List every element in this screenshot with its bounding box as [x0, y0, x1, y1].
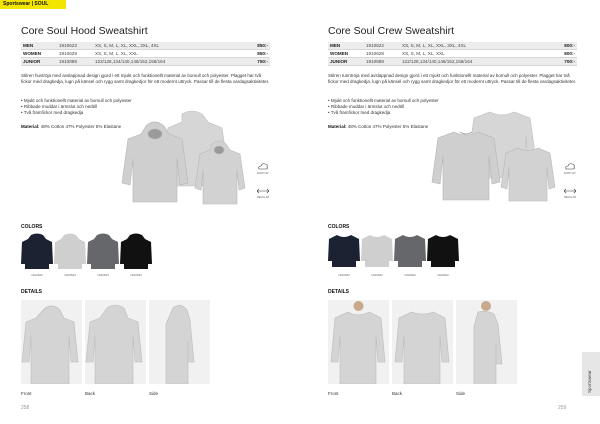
swatch-code: 1910622 — [371, 273, 383, 277]
swatch-code: 1910623 — [130, 273, 142, 277]
side-tab-label: Sportswear — [587, 370, 592, 393]
fit-icon — [257, 188, 269, 194]
feature-item: • Mjukt och funktionellt material av bomull och polyester — [21, 98, 132, 103]
price: 850:- — [257, 43, 268, 48]
page-right — [300, 0, 600, 424]
detail-photo-side — [149, 300, 210, 384]
detail-caption: Front — [328, 391, 339, 396]
color-swatch-dark-grey[interactable] — [87, 233, 119, 269]
product-title: Core Soul Hood Sweatshirt — [21, 25, 148, 37]
product-description: Stilren tunntröja med avslappnad design gjord i ett mjukt och funktionellt material av bomull och polyester. Plagget har två fickor med dragkedja, lugn på känsel och rygg samt dragkedjor för ett modernt uttryck. Passar till de flesta vardagsaktiviteter. — [328, 73, 577, 84]
page-number: 258 — [21, 405, 30, 411]
detail-caption: Back — [392, 391, 403, 396]
section-side-tab[interactable] — [582, 352, 600, 396]
swatch-garment — [54, 234, 86, 270]
feature-item: • Mjukt och funktionellt material av bomull och polyester — [328, 98, 439, 103]
price-row — [21, 42, 270, 50]
color-swatch-grey[interactable] — [361, 233, 393, 269]
swatch-garment — [328, 235, 360, 267]
color-swatch-grey[interactable] — [54, 233, 86, 269]
material-line — [21, 124, 121, 129]
feature-item: • Ribbade muddar i ärmslut och nedtill — [328, 104, 404, 109]
section-label: Sportswear | SOUL — [3, 1, 49, 7]
care-symbols — [256, 163, 270, 203]
sizes: 122/128,134/140,146/152,158/164 — [402, 59, 473, 64]
price-row — [328, 58, 577, 66]
swatch-code: 1910622 — [404, 273, 416, 277]
feature-item: • Två framfickor med dragkedja — [21, 110, 84, 115]
wash-icon — [258, 163, 268, 170]
crew-product-image — [430, 108, 570, 208]
swatch-code: 1910623 — [97, 273, 109, 277]
detail-photo-back — [392, 300, 453, 384]
fit-icon — [564, 188, 576, 194]
feature-item: • Ribbade muddar i ärmslut och nedtill — [21, 104, 97, 109]
care-symbols — [563, 163, 577, 203]
model-photo — [149, 300, 210, 384]
price: 750:- — [257, 59, 268, 64]
product-title: Core Soul Crew Sweatshirt — [328, 25, 455, 37]
crew-grey-small — [501, 148, 555, 201]
price: 800:- — [564, 51, 575, 56]
article-number: 1910898 — [366, 59, 384, 64]
segment: MEN — [23, 43, 34, 48]
sizes: XS, S, M, L, XL, XXL — [402, 51, 445, 56]
swatch-garment — [394, 235, 426, 267]
details-heading: DETAILS — [328, 289, 350, 295]
price-row — [21, 50, 270, 58]
detail-caption: Side — [456, 391, 466, 396]
material-value: 48% Cotton 47% Polyester 5% Elastane — [347, 124, 429, 129]
swatch-garment — [21, 234, 53, 270]
article-number: 1910629 — [59, 51, 77, 56]
wash-label: WASH 40° — [257, 172, 269, 175]
hoodie-product-image — [120, 108, 260, 208]
article-number: 1910622 — [366, 43, 384, 48]
price-row — [328, 42, 577, 50]
model-photo — [456, 300, 517, 384]
model-photo — [85, 300, 146, 384]
sizes: 122/128,134/140,146/152,158/164 — [95, 59, 166, 64]
swatch-code: 1910622 — [437, 273, 449, 277]
material-label: Material: — [328, 124, 347, 129]
sizes: XS, S, M, L, XL, XXL, 3XL, 4XL — [95, 43, 160, 48]
detail-photo-front — [21, 300, 82, 384]
article-number: 1910628 — [366, 51, 384, 56]
model-photo — [328, 300, 389, 384]
segment: JUNIOR — [23, 59, 41, 64]
price: 850:- — [257, 51, 268, 56]
wash-icon — [565, 163, 575, 170]
sizes: XS, S, M, L, XL, XXL, 3XL, 4XL — [402, 43, 467, 48]
detail-caption: Back — [85, 391, 96, 396]
color-swatch-navy[interactable] — [21, 233, 53, 269]
page-number: 259 — [558, 405, 567, 411]
model-photo — [392, 300, 453, 384]
material-value: 48% Cotton 47% Polyester 5% Elastane — [40, 124, 122, 129]
swatch-code: 1910623 — [64, 273, 76, 277]
crew-grey-front — [432, 132, 500, 200]
color-swatch-black[interactable] — [120, 233, 152, 269]
color-swatch-navy[interactable] — [328, 233, 360, 269]
color-swatch-dark-grey[interactable] — [394, 233, 426, 269]
model-photo — [21, 300, 82, 384]
article-number: 1910899 — [59, 59, 77, 64]
segment: WOMEN — [330, 51, 349, 56]
color-swatch-black[interactable] — [427, 233, 459, 269]
detail-photo-front — [328, 300, 389, 384]
price-table — [21, 42, 270, 66]
material-line — [328, 124, 428, 129]
fit-label: REGULAR — [563, 196, 577, 199]
product-description: Stilren huvtröja med avslappnad design gjord i ett mjukt och funktionellt material av bomull och polyester. Plagget har två fickor med dragkedja, lugn på känsel och rygg samt dragkedjor för ett modernt uttryck. Passar till de flesta vardagsaktiviteter. — [21, 73, 270, 84]
sizes: XS, S, M, L, XL, XXL — [95, 51, 138, 56]
colors-heading: COLORS — [328, 224, 350, 230]
swatch-garment — [361, 235, 393, 267]
detail-caption: Side — [149, 391, 159, 396]
segment: JUNIOR — [330, 59, 348, 64]
details-heading: DETAILS — [21, 289, 43, 295]
wash-label: WASH 40° — [564, 172, 576, 175]
detail-photo-back — [85, 300, 146, 384]
material-label: Material: — [21, 124, 40, 129]
swatch-code: 1910623 — [31, 273, 43, 277]
price-row — [21, 58, 270, 66]
fit-label: REGULAR — [256, 196, 270, 199]
price-table — [328, 42, 577, 66]
swatch-garment — [120, 234, 152, 270]
price-row — [328, 50, 577, 58]
segment: MEN — [330, 43, 341, 48]
feature-item: • Två framfickor med dragkedja — [328, 110, 391, 115]
colors-heading: COLORS — [21, 224, 43, 230]
swatch-garment — [87, 234, 119, 270]
price: 800:- — [564, 43, 575, 48]
detail-photo-side — [456, 300, 517, 384]
detail-caption: Front — [21, 391, 32, 396]
swatch-garment — [427, 235, 459, 267]
price: 700:- — [564, 59, 575, 64]
segment: WOMEN — [23, 51, 42, 56]
article-number: 1910623 — [59, 43, 77, 48]
swatch-code: 1910622 — [338, 273, 350, 277]
